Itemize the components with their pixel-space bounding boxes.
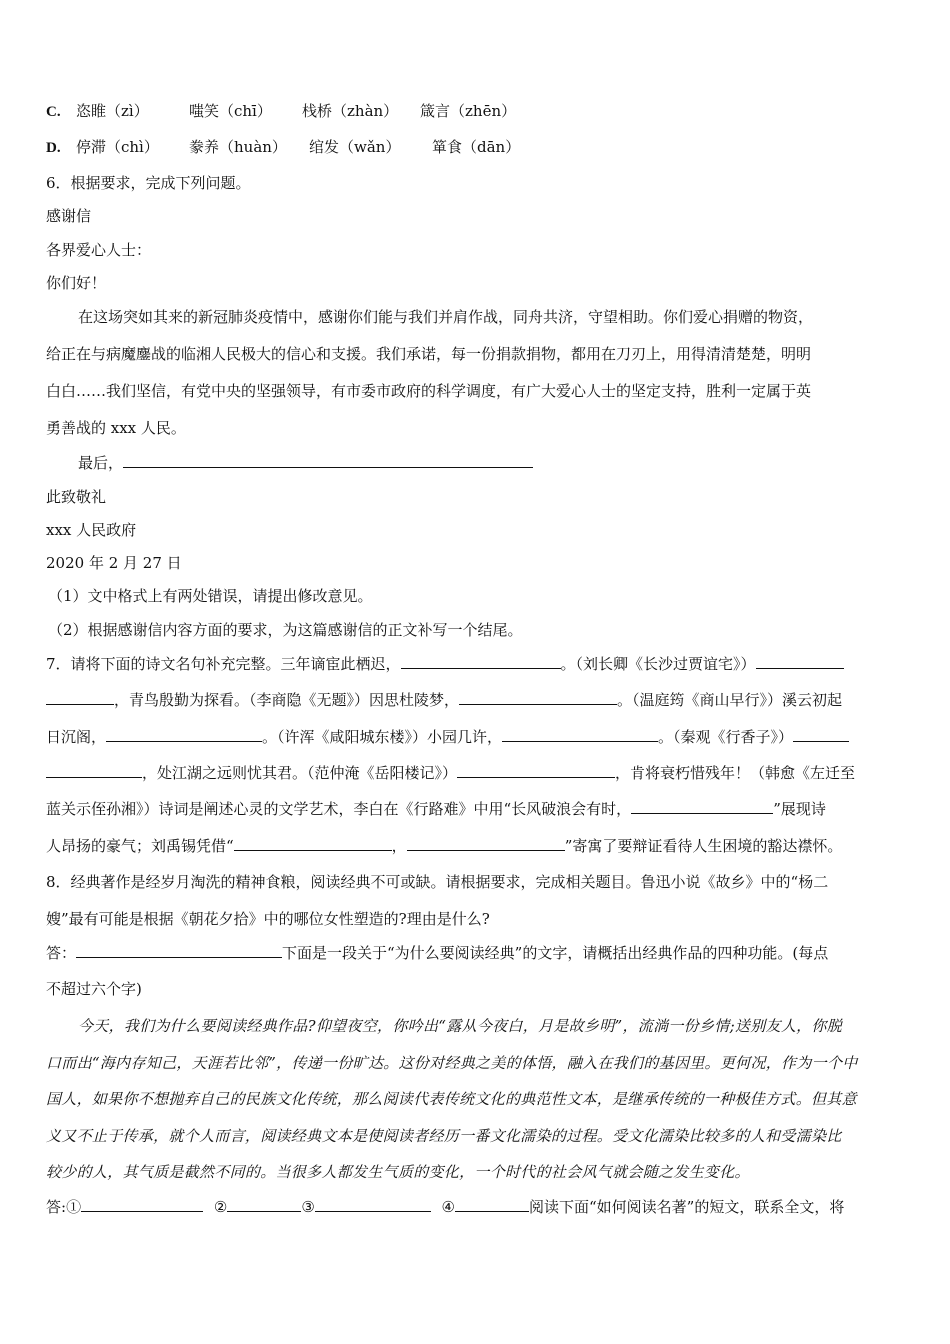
q7-blank-5[interactable] bbox=[502, 727, 658, 742]
q7-blank-9[interactable] bbox=[234, 836, 392, 851]
q7-blank-2b[interactable] bbox=[46, 690, 114, 705]
option-d-row bbox=[46, 137, 61, 158]
q7-text-6b: ， bbox=[391, 837, 407, 855]
q8-answer-blank[interactable] bbox=[76, 943, 282, 958]
q6-body-line-1: 在这场突如其来的新冠肺炎疫情中，感谢你们能与我们并肩作战，同舟共济，守望相助。你们爱心捐赠的物资， bbox=[78, 308, 814, 326]
q7-line-6 bbox=[46, 836, 842, 856]
q6-signature: xxx 人民政府 bbox=[46, 521, 137, 539]
q6-salutation: 各界爱心人士： bbox=[46, 241, 152, 259]
option-c-item-1: 恣睢（zì） bbox=[76, 102, 149, 120]
q7-blank-3[interactable] bbox=[459, 690, 617, 705]
q7-text-1b: 。（刘长卿《长沙过贾谊宅》） bbox=[560, 655, 756, 673]
q6-greeting: 你们好！ bbox=[46, 274, 107, 292]
q7-blank-2a[interactable] bbox=[756, 654, 844, 669]
q8-answers-label: 答: bbox=[46, 1198, 67, 1216]
q7-text-2a: ，青鸟殷勤为探看。（李商隐《无题》）因思杜陵梦， bbox=[114, 691, 460, 709]
q8-passage-line-2: 口而出“海内存知己，天涯若比邻”，传递一份旷达。这份对经典之美的体悟，融入在我们的基因里。更何况，作为一个中 bbox=[46, 1054, 858, 1072]
q8-line-3 bbox=[46, 943, 828, 963]
q7-blank-4[interactable] bbox=[106, 727, 262, 742]
q7-text-3b: 。（许浑《咸阳城东楼》）小园几许， bbox=[262, 728, 503, 746]
q8-passage-line-3: 国人，如果你不想抛弃自己的民族文化传统，那么阅读代表传统文化的典范性文本，是继承传统的一种极佳方式。但其意 bbox=[46, 1090, 857, 1108]
q8-answer-blank-4[interactable] bbox=[455, 1197, 529, 1212]
q8-mark-2: ② bbox=[213, 1198, 228, 1216]
q6-letter-title: 感谢信 bbox=[46, 207, 92, 225]
option-d-letter: D. bbox=[46, 140, 61, 156]
q7-text-5a: 蓝关示侄孙湘》）诗词是阐述心灵的文学艺术，李白在《行路难》中用“长风破浪会有时， bbox=[46, 800, 632, 818]
q6-last-row bbox=[78, 453, 533, 473]
q8-passage-line-4: 义又不止于传承，就个人而言，阅读经典文本是使阅读者经历一番文化濡染的过程。受文化濡染比较多的人和受濡染比 bbox=[46, 1127, 842, 1145]
q8-line-1: 8．经典著作是经岁月淘洗的精神食粮，阅读经典不可或缺。请根据要求，完成相关题目。鲁迅小说《故乡》中的“杨二 bbox=[46, 873, 829, 891]
q7-text-2b: 。（温庭筠《商山早行》）溪云初起 bbox=[617, 691, 843, 709]
q8-answer-blank-2[interactable] bbox=[227, 1197, 301, 1212]
q6-closing: 此致敬礼 bbox=[46, 488, 107, 506]
q8-answer-row bbox=[46, 1197, 844, 1217]
option-d-item-2: 豢养（huàn） bbox=[189, 138, 287, 156]
q8-tail-text: 阅读下面“如何阅读名著”的短文，联系全文，将 bbox=[529, 1198, 845, 1216]
q6-date: 2020 年 2 月 27 日 bbox=[46, 554, 182, 572]
q8-mark-4: ④ bbox=[441, 1198, 455, 1216]
q8-mark-3: ③ bbox=[301, 1198, 315, 1216]
q8-passage-line-1: 今天，我们为什么要阅读经典作品?仰望夜空，你吟出“露从今夜白，月是故乡明”，流淌一份乡情;送别友人，你脱 bbox=[78, 1017, 843, 1035]
q7-text-3a: 日沉阁， bbox=[46, 728, 107, 746]
q7-line-3 bbox=[46, 727, 849, 747]
q8-passage-line-5: 较少的人，其气质是截然不同的。当很多人都发生气质的变化，一个时代的社会风气就会随之发生变化。 bbox=[46, 1163, 750, 1181]
q7-line-2 bbox=[46, 690, 842, 710]
q8-mark-1: ① bbox=[66, 1198, 82, 1216]
q6-sub-question-2: （2）根据感谢信内容方面的要求，为这篇感谢信的正文补写一个结尾。 bbox=[48, 621, 523, 639]
q7-text-4b: ，肯将衰朽惜残年！（韩愈《左迁至 bbox=[615, 764, 856, 782]
q8-line-2: 嫂”最有可能是根据《朝花夕拾》中的哪位女性塑造的?理由是什么? bbox=[46, 910, 490, 928]
q7-text-5b: ”展现诗 bbox=[773, 800, 826, 818]
q6-sub-question-1: （1）文中格式上有两处错误，请提出修改意见。 bbox=[48, 587, 373, 605]
option-c-letter: C. bbox=[46, 104, 61, 120]
q7-line-4 bbox=[46, 763, 855, 783]
q7-text-6c: ”寄寓了要辩证看待人生困境的豁达襟怀。 bbox=[564, 837, 843, 855]
q6-body-line-4: 勇善战的 xxx 人民。 bbox=[46, 419, 186, 437]
q6-last-label: 最后， bbox=[78, 454, 124, 472]
option-d-item-4: 箪食（dān） bbox=[432, 138, 521, 156]
q7-text-4a: ，处江湖之远则忧其君。（范仲淹《岳阳楼记》） bbox=[142, 764, 458, 782]
q6-body-line-3: 白白……我们坚信，有党中央的坚强领导，有市委市政府的科学调度，有广大爱心人士的坚定支持，胜利一定属于英 bbox=[46, 382, 812, 400]
q8-line-4: 不超过六个字) bbox=[46, 980, 142, 998]
q7-line-1 bbox=[46, 654, 844, 674]
option-c-row bbox=[46, 101, 61, 122]
option-d-item-1: 停滞（chì） bbox=[76, 138, 159, 156]
q7-blank-1[interactable] bbox=[401, 654, 561, 669]
option-c-item-2: 嗤笑（chī） bbox=[189, 102, 272, 120]
q7-blank-6a[interactable] bbox=[793, 727, 849, 742]
q8-answer-label: 答： bbox=[46, 944, 77, 962]
q7-blank-7[interactable] bbox=[457, 763, 615, 778]
q7-line-5 bbox=[46, 799, 826, 819]
option-d-item-3: 绾发（wǎn） bbox=[309, 138, 401, 156]
q6-stem: 6．根据要求，完成下列问题。 bbox=[46, 174, 251, 192]
q8-answer-blank-1[interactable] bbox=[81, 1197, 203, 1212]
q8-answer-blank-3[interactable] bbox=[315, 1197, 431, 1212]
q6-body-line-2: 给正在与病魔鏖战的临湘人民极大的信心和支援。我们承诺，每一份捐款捐物，都用在刀刃上，用得清清楚楚，明明 bbox=[46, 345, 812, 363]
q7-blank-6b[interactable] bbox=[46, 763, 142, 778]
q7-text-1a: 7．请将下面的诗文名句补充完整。三年谪宦此栖迟， bbox=[46, 655, 401, 673]
q8-text-3b: 下面是一段关于“为什么要阅读经典”的文字，请概括出经典作品的四种功能。(每点 bbox=[282, 944, 829, 962]
option-c-item-3: 栈桥（zhàn） bbox=[302, 102, 399, 120]
q7-blank-10[interactable] bbox=[407, 836, 565, 851]
option-c-item-4: 箴言（zhēn） bbox=[420, 102, 517, 120]
q7-blank-8[interactable] bbox=[631, 799, 773, 814]
q7-text-3c: 。（秦观《行香子》） bbox=[658, 728, 794, 746]
q6-ending-blank[interactable] bbox=[123, 453, 533, 468]
q7-text-6a: 人昂扬的豪气；刘禹锡凭借“ bbox=[46, 837, 234, 855]
